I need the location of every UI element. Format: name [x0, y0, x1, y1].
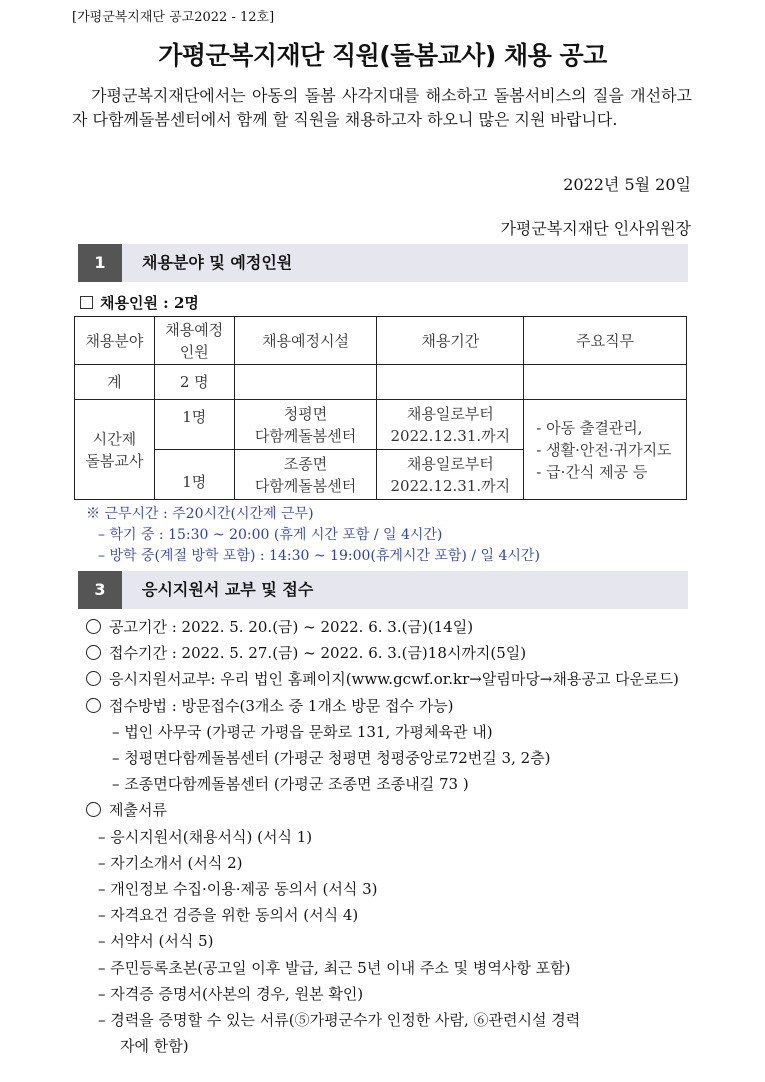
duty-cell — [524, 400, 687, 500]
document-item: – 서약서 (서식 5) — [98, 932, 214, 951]
total-period — [377, 365, 524, 400]
document-item: – 주민등록초본(공고일 이후 발급, 최근 5년 이내 주소 및 병역사항 포함) — [98, 958, 571, 977]
hire-count-text: 채용인원 : 2명 — [100, 294, 199, 312]
total-label: 계 — [75, 365, 155, 400]
list-item: 제출서류 — [86, 797, 679, 823]
document-item: – 개인정보 수집·이용·제공 동의서 (서식 3) — [98, 880, 378, 899]
header-duty: 주요직무 — [524, 317, 687, 365]
section-3-title: 응시지원서 교부 및 접수 — [142, 580, 314, 599]
notice-date: 2022년 5월 20일 — [563, 175, 691, 194]
total-duty — [524, 365, 687, 400]
section-1-number: 1 — [78, 244, 122, 282]
list-item: 접수기간 : 2022. 5. 27.(금) ~ 2022. 6. 3.(금)18시까지(5일) — [86, 640, 679, 666]
duty-item: - 급·간식 제공 등 — [536, 462, 648, 481]
section-3-header — [78, 571, 688, 609]
row-period: 채용일로부터 2022.12.31.까지 — [377, 450, 524, 500]
header-period: 채용기간 — [377, 317, 524, 365]
circle-bullet-icon — [86, 698, 101, 713]
page-title: 가평군복지재단 직원(돌봄교사) 채용 공고 — [158, 41, 607, 70]
table-header-row — [75, 317, 687, 365]
section-1-header — [78, 244, 688, 282]
document-item-continued: 자에 한함) — [120, 1037, 189, 1056]
section-3-number: 3 — [78, 571, 122, 609]
row-period: 채용일로부터 2022.12.31.까지 — [377, 400, 524, 450]
document-item: – 경력을 증명할 수 있는 서류(⑤가평군수가 인정한 사람, ⑥관련시설 경력 — [98, 1011, 581, 1030]
list-item: 응시지원서교부: 우리 법인 홈페이지(www.gcwf.or.kr→알림마당→채용공고 다운로드) — [86, 666, 679, 692]
header-facility: 채용예정시설 — [234, 317, 377, 365]
intro-text: 가평군복지재단에서는 아동의 돌봄 사각지대를 해소하고 돌봄서비스의 질을 개선하고자 다함께돌봄센터에서 함께 할 직원을 채용하고자 하오니 많은 지원 바랍니다. — [72, 86, 692, 129]
location-item: – 청평면다함께돌봄센터 (가평군 청평면 청평중앙로72번길 3, 2층) — [112, 749, 551, 768]
list-item: 접수방법 : 방문접수(3개소 중 1개소 방문 접수 가능) — [86, 693, 679, 719]
intro-paragraph — [72, 84, 692, 132]
note-line: ※ 근무시간 : 주20시간(시간제 근무) — [86, 506, 314, 522]
field-cell: 시간제 돌봄교사 — [75, 400, 155, 500]
document-item: – 자격증 증명서(사본의 경우, 원본 확인) — [98, 984, 364, 1003]
circle-bullet-icon — [86, 671, 101, 686]
circle-bullet-icon — [86, 619, 101, 634]
table-total-row — [75, 365, 687, 400]
note-line: – 학기 중 : 15:30 ~ 20:00 (휴게 시간 포함 / 일 4시간) — [98, 527, 443, 543]
row-facility: 청평면 다함께돌봄센터 — [234, 400, 377, 450]
document-item: – 자기소개서 (서식 2) — [98, 853, 243, 872]
note-line: – 방학 중(계절 방학 포함) : 14:30 ~ 19:00(휴게시간 포함) / 일 4시간) — [98, 548, 540, 564]
signer: 가평군복지재단 인사위원장 — [500, 219, 691, 238]
location-item: – 법인 사무국 (가평군 가평읍 문화로 131, 가평체육관 내) — [112, 722, 493, 741]
row-number: 1명 — [154, 400, 234, 450]
circle-bullet-icon — [86, 802, 101, 817]
application-list — [86, 614, 679, 1059]
hire-count — [80, 292, 199, 313]
checkbox-icon — [80, 296, 93, 309]
document-item: – 자격요건 검증을 위한 동의서 (서식 4) — [98, 906, 359, 925]
work-hours-notes — [86, 504, 540, 567]
document-item: – 응시지원서(채용서식) (서식 1) — [98, 827, 313, 846]
total-number: 2 명 — [154, 365, 234, 400]
location-item: – 조종면다함께돌봄센터 (가평군 조종면 조종내길 73 ) — [112, 775, 469, 794]
duty-item: - 생활·안전·귀가지도 — [536, 440, 672, 459]
header-field: 채용분야 — [75, 317, 155, 365]
row-number: 1명 — [154, 450, 234, 500]
total-facility — [234, 365, 377, 400]
circle-bullet-icon — [86, 645, 101, 660]
hiring-table — [74, 316, 687, 500]
list-item: 공고기간 : 2022. 5. 20.(금) ~ 2022. 6. 3.(금)(14일) — [86, 614, 679, 640]
row-facility: 조종면 다함께돌봄센터 — [234, 450, 377, 500]
section-1-title: 채용분야 및 예정인원 — [142, 253, 293, 272]
header-planned-number: 채용예정 인원 — [154, 317, 234, 365]
duty-item: - 아동 출결관리, — [536, 418, 643, 437]
table-row — [75, 400, 687, 450]
notice-reference: [가평군복지재단 공고2022 - 12호] — [72, 10, 275, 25]
